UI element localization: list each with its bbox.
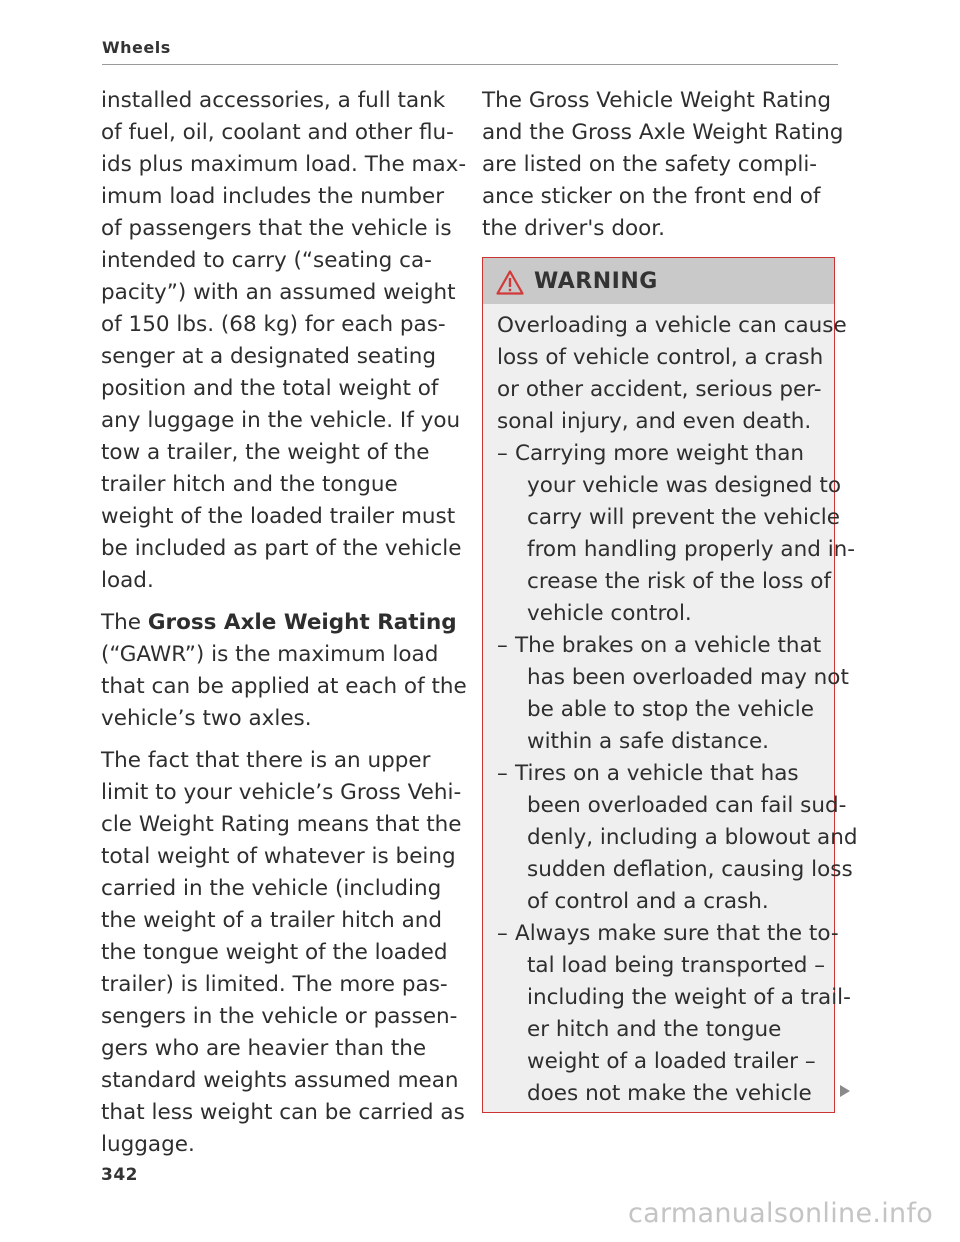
text-line: cle Weight Rating means that the: [101, 812, 462, 837]
text-line: including the weight of a trail-: [527, 985, 851, 1010]
text-line: and the Gross Axle Weight Rating: [482, 120, 844, 145]
text-line: (“GAWR”) is the maximum load: [101, 642, 439, 667]
text-line: sudden deflation, causing loss: [527, 857, 853, 882]
text-line: weight of the loaded trailer must: [101, 504, 456, 529]
text-line: or other accident, serious per-: [497, 377, 822, 402]
text-line: weight of a loaded trailer –: [527, 1049, 816, 1074]
text-line: vehicle’s two axles.: [101, 706, 312, 731]
text-line: loss of vehicle control, a crash: [497, 345, 824, 370]
warning-header: [483, 258, 834, 304]
text-line: Carrying more weight than: [515, 441, 805, 466]
bullet-dash: –: [497, 761, 508, 786]
paragraph-upper-limit: [101, 745, 465, 1161]
text-line: of passengers that the vehicle is: [101, 216, 452, 241]
text-line: total weight of whatever is being: [101, 844, 456, 869]
text-line: denly, including a blowout and: [527, 825, 858, 850]
text-line: limit to your vehicle’s Gross Vehi-: [101, 780, 462, 805]
warning-title: WARNING: [534, 269, 658, 294]
continued-arrow-icon: [840, 1085, 850, 1097]
warning-bullet: [497, 758, 858, 918]
text-line: Overloading a vehicle can cause: [497, 313, 847, 338]
text-line: trailer) is limited. The more pas-: [101, 972, 448, 997]
text-line: carry will prevent the vehicle: [527, 505, 840, 530]
bullet-dash: –: [497, 633, 508, 658]
text-line: senger at a designated seating: [101, 344, 436, 369]
watermark: carmanualsonline.info: [628, 1198, 934, 1229]
text-line: that less weight can be carried as: [101, 1100, 465, 1125]
text-line: tal load being transported –: [527, 953, 825, 978]
text-line: your vehicle was designed to: [527, 473, 841, 498]
text-line: intended to carry (“seating ca-: [101, 248, 432, 273]
text-line: luggage.: [101, 1132, 195, 1157]
text-line: The Gross Vehicle Weight Rating: [482, 88, 832, 113]
text-line: been overloaded can fail sud-: [527, 793, 847, 818]
warning-bullet: [497, 438, 856, 630]
term-gawr: Gross Axle Weight Rating: [147, 610, 457, 635]
text-line: the tongue weight of the loaded: [101, 940, 448, 965]
left-column: [101, 85, 467, 1171]
text-line: does not make the vehicle: [527, 1081, 812, 1106]
text-line: load.: [101, 568, 154, 593]
page-number: 342: [101, 1165, 138, 1185]
text-line: be able to stop the vehicle: [527, 697, 814, 722]
text-line: that can be applied at each of the: [101, 674, 467, 699]
paragraph-gawr: [101, 607, 467, 735]
bullet-dash: –: [497, 441, 508, 466]
text-line: gers who are heavier than the: [101, 1036, 427, 1061]
header-divider: [102, 64, 838, 65]
right-column: [482, 85, 844, 255]
text-line: sengers in the vehicle or passen-: [101, 1004, 458, 1029]
text-line: any luggage in the vehicle. If you: [101, 408, 461, 433]
text-prefix: The: [101, 610, 148, 635]
text-line: be included as part of the vehicle: [101, 536, 462, 561]
text-line: installed accessories, a full tank: [101, 88, 446, 113]
paragraph-load-definition: [101, 85, 467, 597]
text-line: vehicle control.: [527, 601, 692, 626]
bullet-dash: –: [497, 921, 508, 946]
text-line: of 150 lbs. (68 kg) for each pas-: [101, 312, 446, 337]
text-line: ance sticker on the front end of: [482, 184, 821, 209]
warning-body: [497, 310, 858, 1110]
text-line: The brakes on a vehicle that: [515, 633, 822, 658]
text-line: sonal injury, and even death.: [497, 409, 812, 434]
text-line: Tires on a vehicle that has: [515, 761, 799, 786]
text-line: carried in the vehicle (including: [101, 876, 442, 901]
text-line: are listed on the safety compli-: [482, 152, 818, 177]
text-line: ids plus maximum load. The max-: [101, 152, 467, 177]
text-line: standard weights assumed mean: [101, 1068, 459, 1093]
text-line: pacity”) with an assumed weight: [101, 280, 456, 305]
text-line: has been overloaded may not: [527, 665, 849, 690]
text-line: [101, 607, 457, 639]
paragraph-sticker-location: [482, 85, 844, 245]
warning-bullet: [497, 918, 851, 1110]
text-line: The fact that there is an upper: [101, 748, 431, 773]
text-line: the driver's door.: [482, 216, 665, 241]
text-line: crease the risk of the loss of: [527, 569, 832, 594]
text-line: within a safe distance.: [527, 729, 770, 754]
section-title: Wheels: [102, 38, 171, 57]
text-line: of fuel, oil, coolant and other flu-: [101, 120, 454, 145]
text-line: er hitch and the tongue: [527, 1017, 782, 1042]
text-line: imum load includes the number: [101, 184, 445, 209]
text-line: trailer hitch and the tongue: [101, 472, 398, 497]
text-line: from handling properly and in-: [527, 537, 856, 562]
text-line: of control and a crash.: [527, 889, 769, 914]
text-line: position and the total weight of: [101, 376, 439, 401]
warning-triangle-icon: [496, 270, 524, 295]
warning-bullet: [497, 630, 849, 758]
warning-box: [482, 257, 858, 1113]
text-line: Always make sure that the to-: [515, 921, 839, 946]
text-line: tow a trailer, the weight of the: [101, 440, 430, 465]
text-line: the weight of a trailer hitch and: [101, 908, 443, 933]
